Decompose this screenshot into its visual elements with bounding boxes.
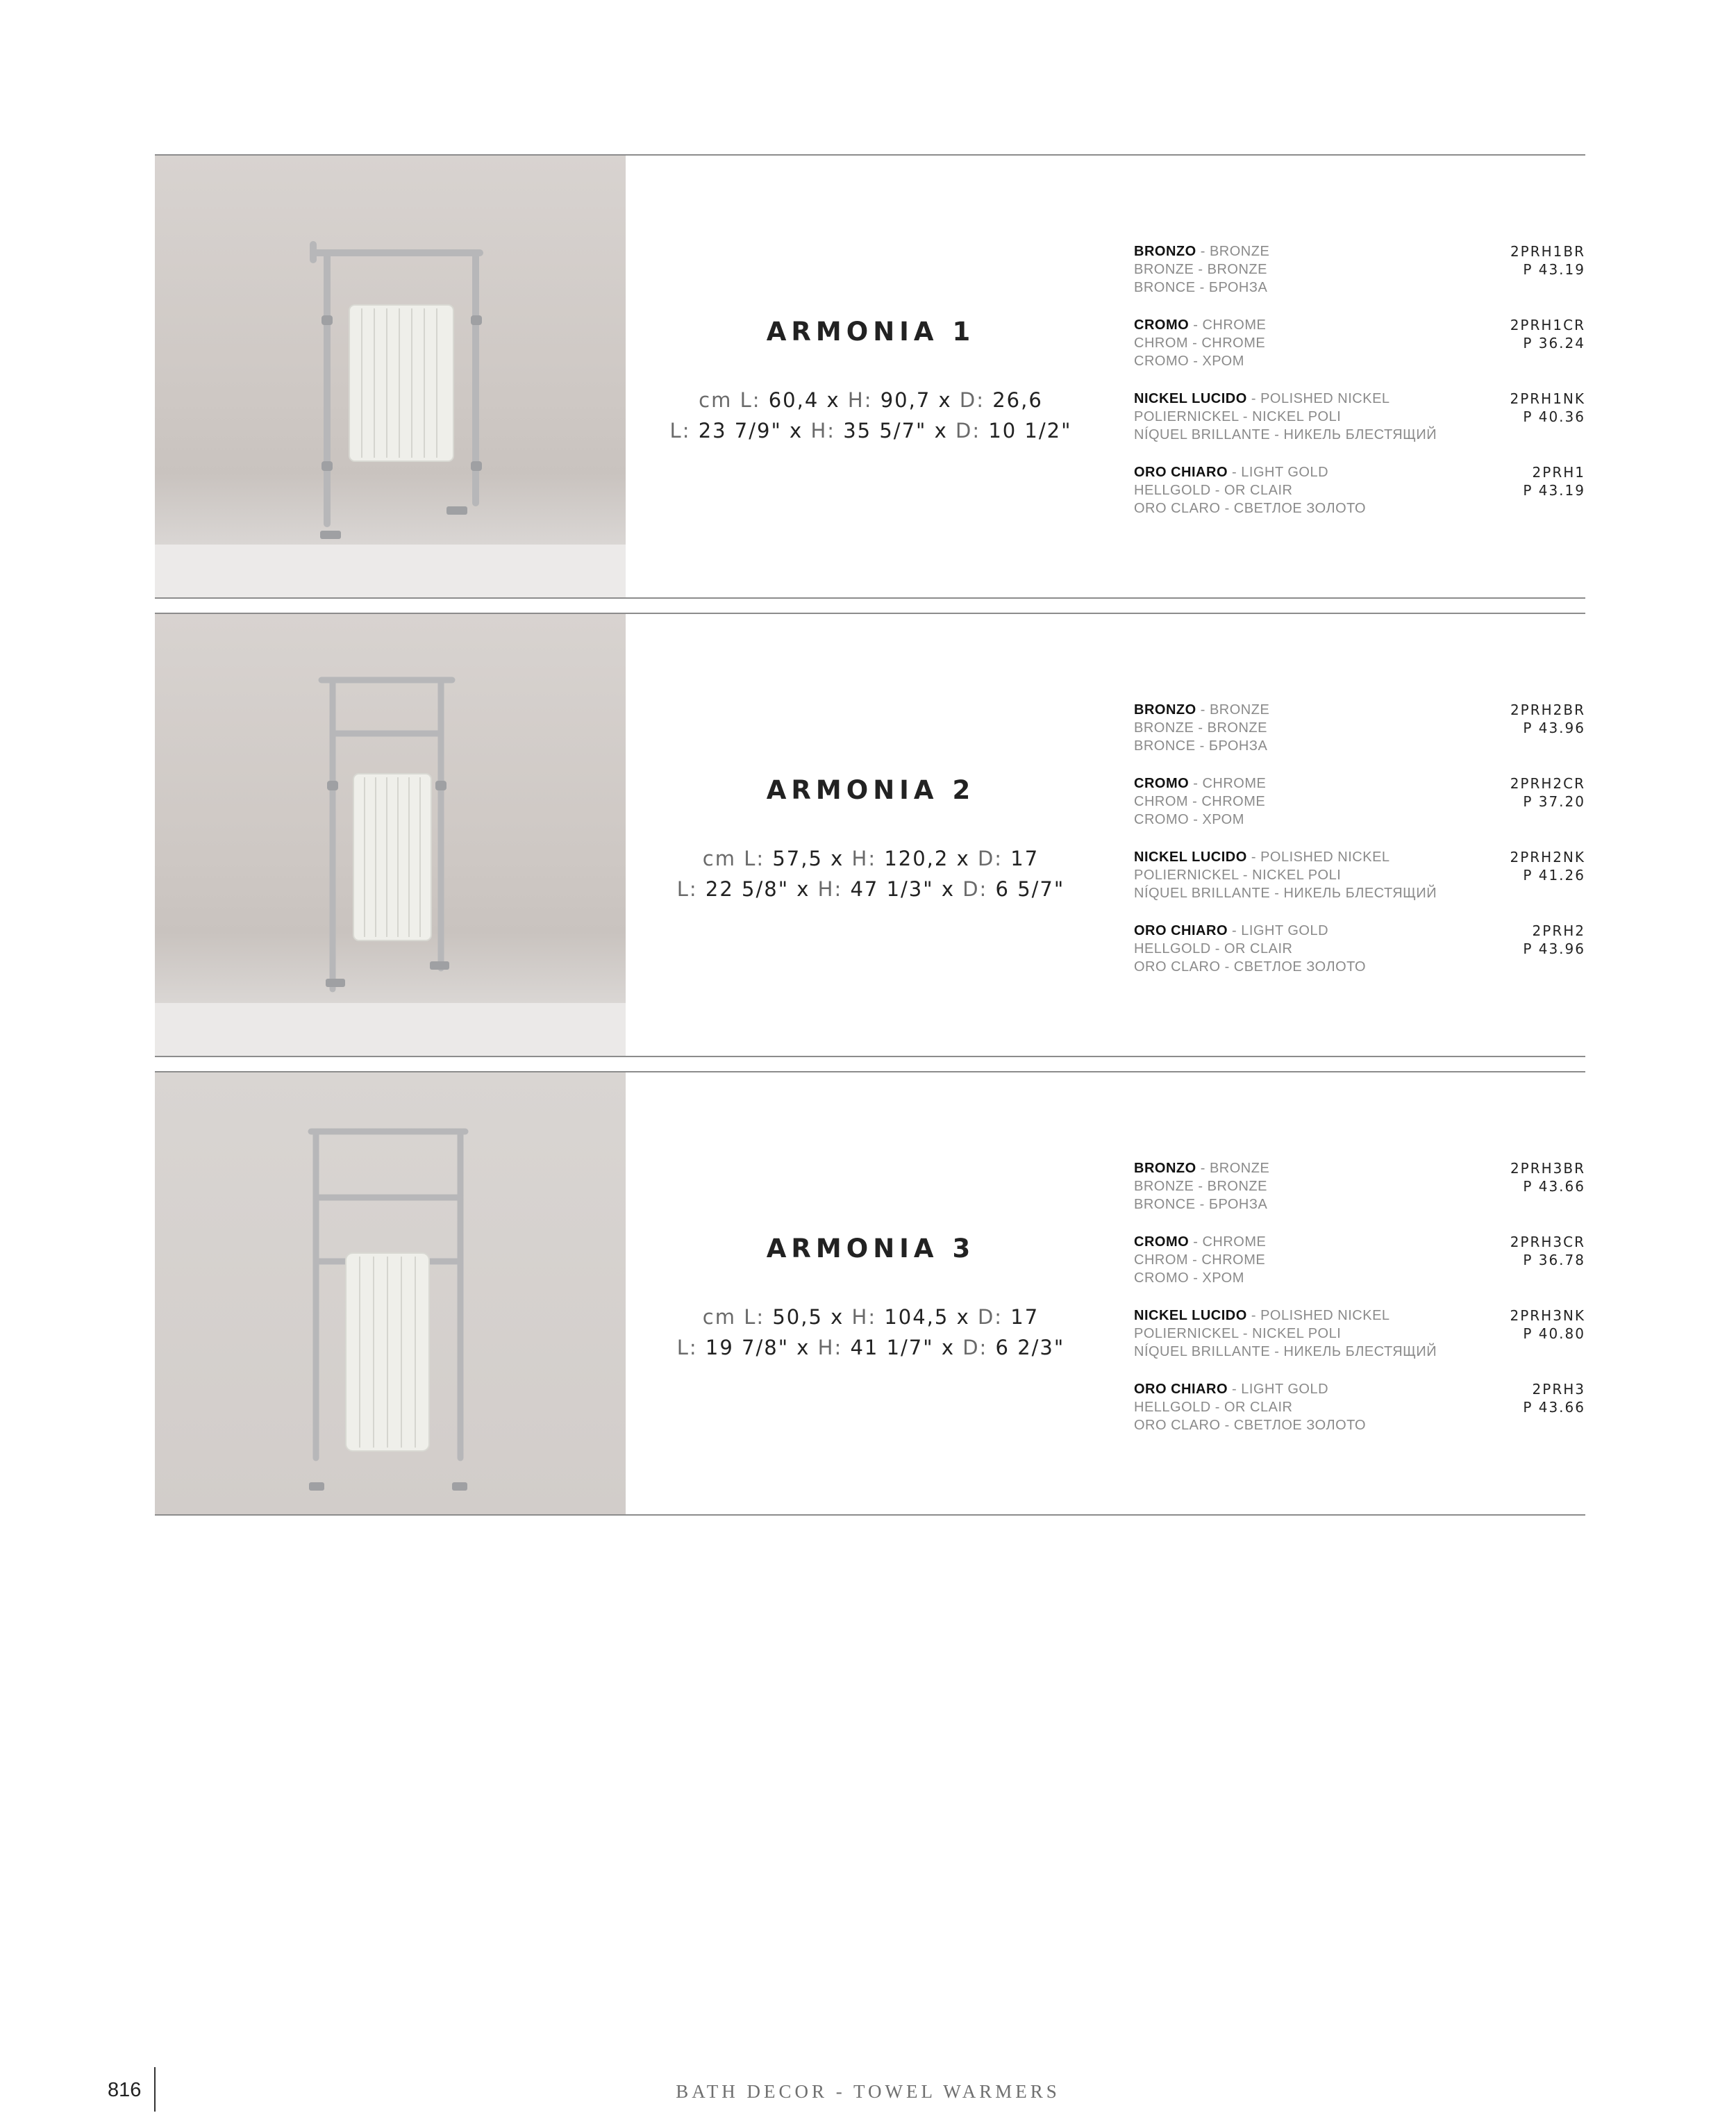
finish-item: NICKEL LUCIDO - POLISHED NICKEL POLIERNICKEL - NICKEL POLI NÍQUEL BRILLANTE - НИКЕЛЬ БЛЕСТЯЩИЙ 2PRH3NK P 40.80 (1134, 1307, 1585, 1359)
product-armonia-2 (155, 613, 1585, 1057)
price: P 43.96 (1523, 940, 1585, 957)
product-title: ARMONIA 3 (766, 1234, 976, 1263)
finish-item: NICKEL LUCIDO - POLISHED NICKEL POLIERNICKEL - NICKEL POLI NÍQUEL BRILLANTE - НИКЕЛЬ БЛЕСТЯЩИЙ 2PRH2NK P 41.26 (1134, 849, 1585, 901)
product-code: 2PRH1NK (1510, 390, 1585, 407)
product-code: 2PRH3CR (1510, 1234, 1585, 1250)
product-code: 2PRH2 (1532, 922, 1585, 939)
product-armonia-1 (155, 154, 1585, 599)
price: P 43.19 (1523, 261, 1585, 278)
product-photo (155, 1072, 626, 1514)
finish-item: BRONZO - BRONZE BRONZE - BRONZE BRONCE - БРОНЗА 2PRH3BR P 43.66 (1134, 1160, 1585, 1212)
page-number: 816 (108, 2079, 142, 2101)
finish-item: NICKEL LUCIDO - POLISHED NICKEL POLIERNICKEL - NICKEL POLI NÍQUEL BRILLANTE - НИКЕЛЬ БЛЕСТЯЩИЙ 2PRH1NK P 40.36 (1134, 390, 1585, 442)
price: P 43.66 (1523, 1399, 1585, 1416)
product-code: 2PRH3BR (1510, 1160, 1585, 1177)
price: P 40.80 (1523, 1325, 1585, 1342)
product-dimensions (626, 1302, 1116, 1363)
dimensions-inches: L: 19 7/8" x H: 41 1/7" x D: 6 2/3" (676, 1336, 1065, 1359)
towel-warmer-illustration (155, 156, 626, 597)
product-code: 2PRH3 (1532, 1381, 1585, 1398)
price: P 43.19 (1523, 482, 1585, 499)
finish-item: ORO CHIARO - LIGHT GOLD HELLGOLD - OR CLAIR ORO CLARO - СВЕТЛОЕ ЗОЛОТО 2PRH3 P 43.66 (1134, 1381, 1585, 1433)
product-armonia-3 (155, 1071, 1585, 1516)
product-dimensions (626, 385, 1116, 446)
finish-item: ORO CHIARO - LIGHT GOLD HELLGOLD - OR CLAIR ORO CLARO - СВЕТЛОЕ ЗОЛОТО 2PRH2 P 43.96 (1134, 922, 1585, 975)
dimensions-cm: cm L: 57,5 x H: 120,2 x D: 17 (702, 847, 1040, 870)
price: P 43.96 (1523, 720, 1585, 736)
product-code: 2PRH3NK (1510, 1307, 1585, 1324)
price: P 36.78 (1523, 1252, 1585, 1268)
dimensions-inches: L: 23 7/9" x H: 35 5/7" x D: 10 1/2" (669, 419, 1072, 442)
finish-item: CROMO - CHROME CHROM - CHROME CROMO - ХРОМ 2PRH2CR P 37.20 (1134, 775, 1585, 827)
product-photo (155, 156, 626, 597)
finish-list (1134, 242, 1585, 537)
product-code: 2PRH1BR (1510, 243, 1585, 260)
product-title: ARMONIA 2 (766, 775, 976, 805)
finish-item: ORO CHIARO - LIGHT GOLD HELLGOLD - OR CLAIR ORO CLARO - СВЕТЛОЕ ЗОЛОТО 2PRH1 P 43.19 (1134, 464, 1585, 516)
finish-list (1134, 1159, 1585, 1454)
towel-warmer-illustration (155, 614, 626, 1056)
finish-list (1134, 701, 1585, 995)
finish-item: BRONZO - BRONZE BRONZE - BRONZE BRONCE - БРОНЗА 2PRH1BR P 43.19 (1134, 243, 1585, 295)
dimensions-inches: L: 22 5/8" x H: 47 1/3" x D: 6 5/7" (676, 877, 1065, 901)
product-code: 2PRH1 (1532, 464, 1585, 481)
product-code: 2PRH1CR (1510, 317, 1585, 333)
product-photo (155, 614, 626, 1056)
price: P 40.36 (1523, 408, 1585, 425)
towel-warmer-illustration (155, 1072, 626, 1514)
product-dimensions (626, 843, 1116, 904)
dimensions-cm: cm L: 60,4 x H: 90,7 x D: 26,6 (699, 388, 1043, 412)
price: P 41.26 (1523, 867, 1585, 884)
product-code: 2PRH2NK (1510, 849, 1585, 865)
price: P 37.20 (1523, 793, 1585, 810)
product-code: 2PRH2CR (1510, 775, 1585, 792)
price: P 43.66 (1523, 1178, 1585, 1195)
section-title: BATH DECOR - TOWEL WARMERS (676, 2081, 1060, 2102)
finish-item: CROMO - CHROME CHROM - CHROME CROMO - ХРОМ 2PRH1CR P 36.24 (1134, 317, 1585, 369)
product-code: 2PRH2BR (1510, 702, 1585, 718)
finish-item: BRONZO - BRONZE BRONZE - BRONZE BRONCE - БРОНЗА 2PRH2BR P 43.96 (1134, 702, 1585, 754)
finish-item: CROMO - CHROME CHROM - CHROME CROMO - ХРОМ 2PRH3CR P 36.78 (1134, 1234, 1585, 1286)
product-title: ARMONIA 1 (766, 317, 976, 347)
dimensions-cm: cm L: 50,5 x H: 104,5 x D: 17 (702, 1305, 1040, 1329)
price: P 36.24 (1523, 335, 1585, 351)
